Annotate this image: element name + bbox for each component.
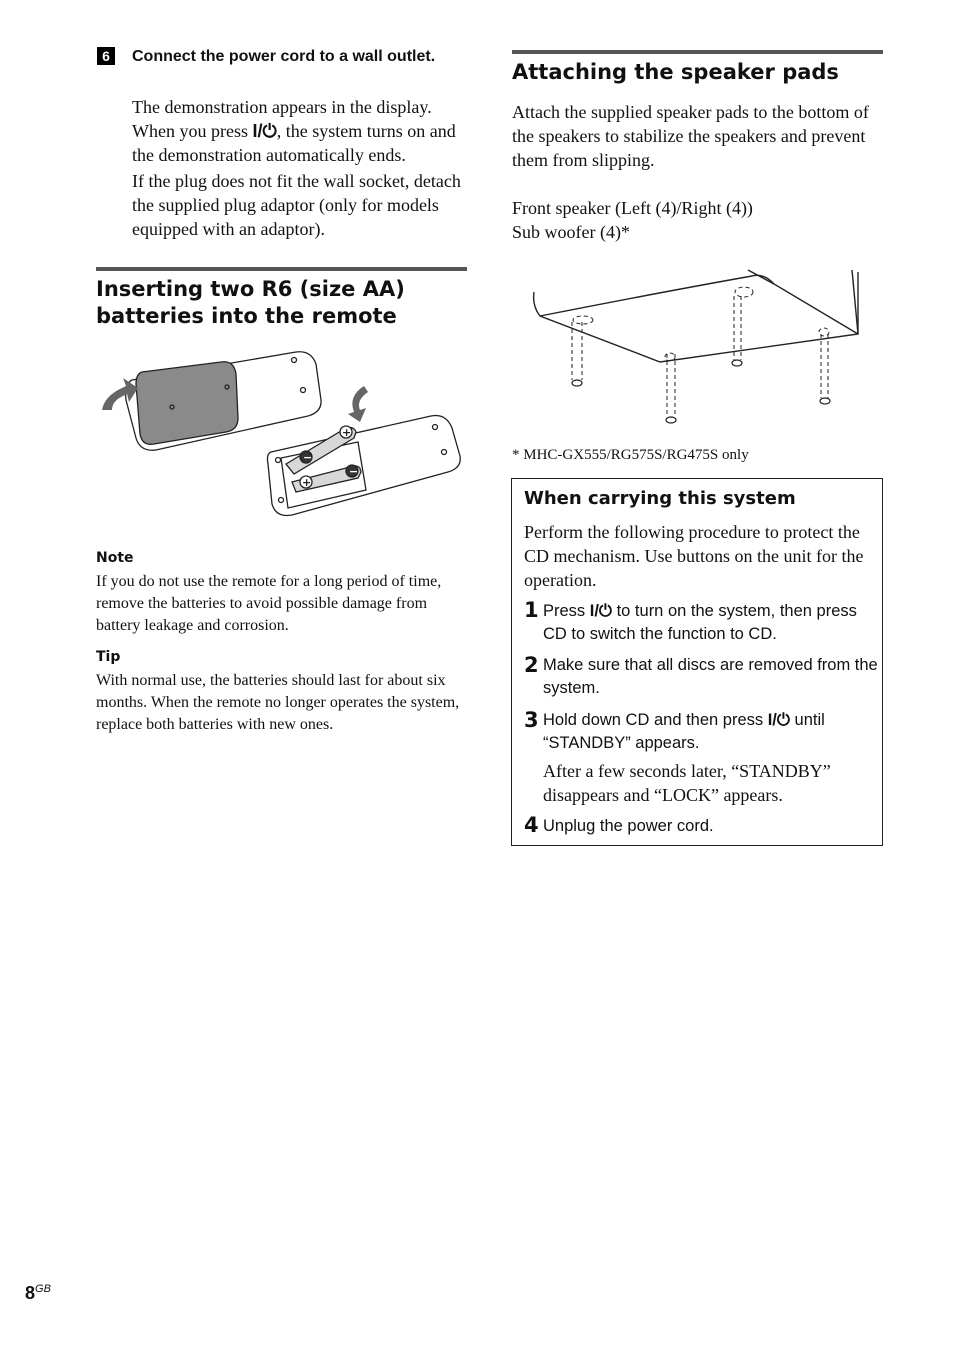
step-heading: Connect the power cord to a wall outlet. [132, 48, 436, 65]
svg-text:−: − [303, 451, 313, 464]
page-region-suffix: GB [35, 1283, 51, 1295]
section-divider [512, 50, 883, 54]
svg-text:−: − [349, 465, 359, 478]
power-symbol: I/⏻ [252, 121, 277, 141]
speaker-pads-heading: Attaching the speaker pads [512, 60, 839, 84]
front-speaker-label: Front speaker (Left (4)/Right (4)) [512, 198, 753, 218]
page-number [25, 1283, 51, 1304]
step-number-badge: 6 [97, 47, 115, 65]
remote-battery-illustration [96, 340, 467, 525]
note-label: Note [96, 550, 134, 566]
step-subtext: After a few seconds later, “STANDBY” disappears and “LOCK” appears. [543, 761, 831, 805]
model-footnote: * MHC-GX555/RG575S/RG475S only [512, 447, 749, 463]
step-text-after: to turn on the system, then press CD to switch the function to CD. [543, 602, 857, 643]
svg-text:+: + [302, 476, 312, 489]
tip-label: Tip [96, 649, 121, 665]
page-number-value: 8 [25, 1283, 36, 1303]
power-symbol: I/⏻ [767, 711, 790, 729]
carrying-title: When carrying this system [524, 488, 796, 509]
step-text-before: Press [543, 602, 590, 620]
demo-text-after: , the system turns on and the demonstration automatically ends. [132, 121, 456, 165]
tip-text: With normal use, the batteries should last for about six months. When the remote no longer operates the system, replace both batteries with new ones. [96, 672, 460, 733]
carrying-info-box [511, 478, 883, 846]
step-text [543, 709, 878, 755]
step-text-after: until “STANDBY” appears. [543, 711, 825, 752]
speaker-pads-intro: Attach the supplied speaker pads to the bottom of the speakers to stabilize the speakers and prevent them from slipping. [512, 102, 869, 170]
section-divider [96, 267, 467, 271]
note-text: If you do not use the remote for a long period of time, remove the batteries to avoid possible damage from battery leakage and corrosion. [96, 573, 442, 634]
demonstration-paragraph [132, 95, 467, 167]
sub-woofer-label: Sub woofer (4)* [512, 222, 630, 242]
power-symbol: I/⏻ [589, 602, 612, 620]
step-number: 2 [524, 653, 539, 677]
plug-adaptor-paragraph: If the plug does not fit the wall socket, detach the supplied plug adaptor (only for models equipped with an adaptor). [132, 171, 461, 239]
step-text-before: Hold down CD and then press [543, 711, 768, 729]
step-text: Unplug the power cord. [543, 817, 714, 835]
step-number: 3 [524, 708, 539, 732]
speaker-pads-illustration [512, 262, 884, 434]
step-text: Make sure that all discs are removed from the system. [543, 656, 878, 697]
batteries-heading: Inserting two R6 (size AA) batteries into the remote [96, 277, 405, 328]
svg-text:+: + [342, 426, 352, 439]
step-text [543, 600, 878, 646]
demo-text-before: The demonstration appears in the display. When you press [132, 97, 432, 141]
step-number: 4 [524, 813, 539, 837]
carrying-intro: Perform the following procedure to protect the CD mechanism. Use buttons on the unit for the operation. [524, 522, 864, 590]
step-number: 1 [524, 598, 539, 622]
